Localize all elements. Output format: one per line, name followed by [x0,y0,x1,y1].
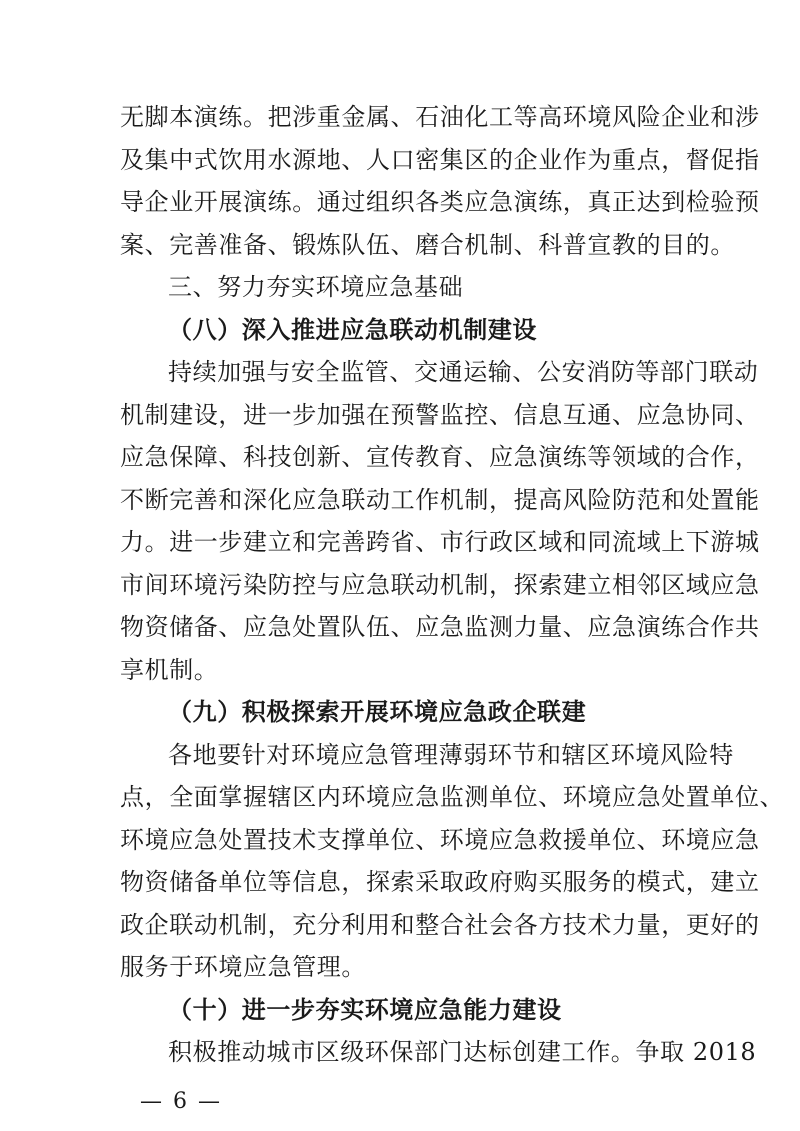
paragraph-line: 及集中式饮用水源地、人口密集区的企业作为重点，督促指 [120,146,760,174]
paragraph-line: 点，全面掌握辖区内环境应急监测单位、环境应急处置单位、 [120,783,785,811]
page-number: — 6 — [140,1089,222,1114]
section-heading: 三、努力夯实环境应急基础 [168,273,464,301]
paragraph-line: 政企联动机制，充分利用和整合社会各方技术力量，更好的 [120,911,760,939]
paragraph-line: 应急保障、科技创新、宣传教育、应急演练等领域的合作， [120,443,760,471]
paragraph-line: 市间环境污染防控与应急联动机制，探索建立相邻区域应急 [120,571,760,599]
subsection-heading: （九）积极探索开展环境应急政企联建 [168,697,587,726]
paragraph-line: 不断完善和深化应急联动工作机制，提高风险防范和处置能 [120,486,760,514]
paragraph-line: 服务于环境应急管理。 [120,953,366,981]
paragraph-line: 物资储备单位等信息，探索采取政府购买服务的模式，建立 [120,868,760,896]
paragraph-line: 享机制。 [120,656,219,684]
paragraph-line: 导企业开展演练。通过组织各类应急演练，真正达到检验预 [120,188,760,216]
paragraph-line: 力。进一步建立和完善跨省、市行政区域和同流域上下游城 [120,528,760,556]
paragraph-line: 无脚本演练。把涉重金属、石油化工等高环境风险企业和涉 [120,103,760,131]
paragraph-line: 案、完善准备、锻炼队伍、磨合机制、科普宣教的目的。 [120,231,735,259]
paragraph-line: 持续加强与安全监管、交通运输、公安消防等部门联动 [168,358,759,386]
paragraph-line: 机制建设，进一步加强在预警监控、信息互通、应急协同、 [120,401,760,429]
paragraph-line: 环境应急处置技术支撑单位、环境应急救援单位、环境应急 [120,826,760,854]
subsection-heading: （八）深入推进应急联动机制建设 [168,315,537,344]
subsection-heading: （十）进一步夯实环境应急能力建设 [168,995,562,1024]
paragraph-line: 积极推动城市区级环保部门达标创建工作。争取 2018 [168,1038,757,1066]
paragraph-line: 物资储备、应急处置队伍、应急监测力量、应急演练合作共 [120,613,760,641]
paragraph-line: 各地要针对环境应急管理薄弱环节和辖区环境风险特 [168,741,734,769]
